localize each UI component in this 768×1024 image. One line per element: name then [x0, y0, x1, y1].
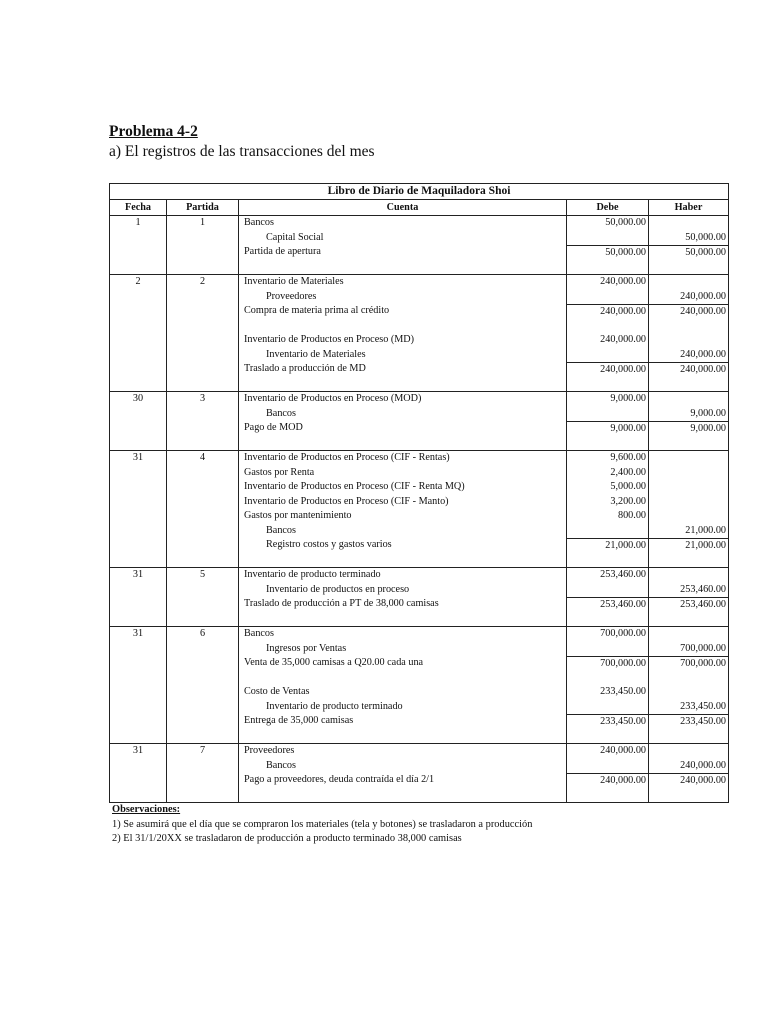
debit-amount: [567, 642, 649, 657]
credit-amount: [649, 392, 728, 407]
account-name: Entrega de 35,000 camisas: [239, 714, 567, 729]
account-name: Pago de MOD: [239, 421, 567, 436]
account-name: Gastos por Renta: [239, 466, 567, 481]
credit-amount: [649, 275, 728, 290]
credit-amount: 240,000.00: [649, 304, 728, 319]
entry-line: [239, 392, 728, 407]
account-name: Inventario de Productos en Proceso (CIF - Rentas): [239, 451, 567, 466]
account-name: Bancos: [239, 627, 567, 642]
credit-amount: 21,000.00: [685, 524, 726, 536]
entry-total-line: [239, 538, 728, 553]
account-name: Bancos: [239, 216, 567, 231]
debit-amount: [567, 700, 649, 715]
credit-amount: [649, 451, 728, 466]
account-name: Capital Social: [239, 231, 567, 246]
spacer-line: [239, 260, 728, 275]
account-name: Traslado a producción de MD: [239, 362, 567, 377]
entry-total-line: [239, 362, 728, 377]
entry-line: [239, 583, 728, 598]
journal-entry: [110, 275, 728, 392]
credit-amount: 240,000.00: [680, 290, 726, 302]
journal-entry: [110, 392, 728, 451]
debit-amount: 50,000.00: [567, 216, 649, 231]
entry-line: [239, 290, 728, 305]
account-name: Compra de materia prima al crédito: [239, 304, 567, 319]
entry-partida: 1: [167, 216, 239, 274]
entry-line: [239, 642, 728, 657]
entry-total-line: [239, 597, 728, 612]
spacer-line: [239, 788, 728, 803]
entry-lines: [239, 568, 728, 626]
debit-amount: 240,000.00: [567, 333, 649, 348]
spacer-line: [239, 671, 728, 686]
table-caption: Libro de Diario de Maquiladora Shoi: [110, 184, 728, 200]
debit-amount: [567, 231, 649, 246]
debit-amount: [567, 348, 649, 363]
entry-partida: 6: [167, 627, 239, 743]
header-cuenta: Cuenta: [239, 200, 567, 215]
debit-amount: 240,000.00: [567, 275, 649, 290]
credit-amount: [649, 466, 728, 481]
entry-line: [239, 524, 728, 539]
entry-partida: 2: [167, 275, 239, 391]
account-name: Inventario de Productos en Proceso (CIF - Renta MQ): [239, 480, 567, 495]
header-fecha: Fecha: [110, 200, 167, 215]
debit-amount: [567, 407, 649, 422]
entry-total-line: [239, 714, 728, 729]
credit-amount: [649, 509, 728, 524]
entry-lines: [239, 627, 728, 743]
entry-partida: 3: [167, 392, 239, 450]
credit-amount: 240,000.00: [649, 773, 728, 788]
spacer-line: [239, 553, 728, 568]
account-name: Inventario de producto terminado: [239, 568, 567, 583]
account-name: Registro costos y gastos varios: [239, 538, 567, 553]
credit-amount: [649, 480, 728, 495]
credit-amount: 50,000.00: [685, 231, 726, 243]
account-name: Inventario de producto terminado: [239, 700, 567, 715]
entry-line: [239, 700, 728, 715]
account-name: Venta de 35,000 camisas a Q20.00 cada una: [239, 656, 567, 671]
credit-amount: 700,000.00: [649, 656, 728, 671]
observation-item: 1) Se asumirá que el día que se compraron los materiales (tela y botones) se trasladaron a producción: [112, 818, 533, 830]
entry-line: [239, 627, 728, 642]
debit-amount: 253,460.00: [567, 568, 649, 583]
entry-lines: [239, 744, 728, 802]
debit-amount: [567, 583, 649, 598]
account-name: Inventario de productos en proceso: [239, 583, 567, 598]
entry-line: [239, 495, 728, 510]
entry-line: [239, 216, 728, 231]
debit-amount: 700,000.00: [567, 627, 649, 642]
entry-line: [239, 509, 728, 524]
debit-amount: [567, 759, 649, 774]
debit-amount: [567, 524, 649, 539]
credit-amount: [649, 627, 728, 642]
account-name: Inventario de Materiales: [239, 275, 567, 290]
journal-entry: [110, 451, 728, 568]
entry-fecha: 30: [110, 392, 167, 450]
debit-amount: 253,460.00: [567, 597, 649, 612]
account-name: Gastos por mantenimiento: [239, 509, 567, 524]
entry-line: [239, 231, 728, 246]
debit-amount: 9,000.00: [567, 421, 649, 436]
entry-fecha: 31: [110, 451, 167, 567]
account-name: Proveedores: [239, 744, 567, 759]
entry-lines: [239, 216, 728, 274]
spacer-line: [239, 436, 728, 451]
credit-amount: 700,000.00: [680, 642, 726, 654]
credit-amount: 233,450.00: [649, 714, 728, 729]
entry-line: [239, 685, 728, 700]
entry-fecha: 2: [110, 275, 167, 391]
spacer-line: [239, 612, 728, 627]
entry-line: [239, 348, 728, 363]
spacer-line: [239, 319, 728, 334]
journal-entry: [110, 568, 728, 627]
entry-line: [239, 451, 728, 466]
credit-amount: [649, 333, 728, 348]
observation-item: 2) El 31/1/20XX se trasladaron de producción a producto terminado 38,000 camisas: [112, 833, 462, 844]
observations-title: Observaciones:: [112, 804, 181, 815]
entry-line: [239, 466, 728, 481]
debit-amount: 233,450.00: [567, 714, 649, 729]
account-name: Pago a proveedores, deuda contraída el día 2/1: [239, 773, 567, 788]
entry-line: [239, 568, 728, 583]
debit-amount: 3,200.00: [567, 495, 649, 510]
entry-fecha: 31: [110, 568, 167, 626]
entry-line: [239, 407, 728, 422]
journal-entry: [110, 216, 728, 275]
entry-lines: [239, 451, 728, 567]
account-name: Inventario de Productos en Proceso (MOD): [239, 392, 567, 407]
debit-amount: 700,000.00: [567, 656, 649, 671]
journal-entry: [110, 627, 728, 744]
entry-total-line: [239, 245, 728, 260]
account-name: Proveedores: [239, 290, 567, 305]
debit-amount: 5,000.00: [567, 480, 649, 495]
entry-total-line: [239, 304, 728, 319]
entry-fecha: 31: [110, 744, 167, 802]
entry-fecha: 31: [110, 627, 167, 743]
debit-amount: 2,400.00: [567, 466, 649, 481]
debit-amount: 240,000.00: [567, 773, 649, 788]
table-header-row: [110, 200, 728, 216]
entry-lines: [239, 392, 728, 450]
credit-amount: [649, 216, 728, 231]
debit-amount: 233,450.00: [567, 685, 649, 700]
account-name: Partida de apertura: [239, 245, 567, 260]
debit-amount: 50,000.00: [567, 245, 649, 260]
account-name: Inventario de Materiales: [239, 348, 567, 363]
journal-entries: [110, 216, 728, 802]
entry-line: [239, 333, 728, 348]
debit-amount: 240,000.00: [567, 744, 649, 759]
debit-amount: 800.00: [567, 509, 649, 524]
header-haber: Haber: [674, 202, 703, 213]
entry-line: [239, 759, 728, 774]
account-name: Inventario de Productos en Proceso (CIF - Manto): [239, 495, 567, 510]
credit-amount: 253,460.00: [649, 597, 728, 612]
credit-amount: [649, 744, 728, 759]
credit-amount: 253,460.00: [680, 583, 726, 595]
account-name: Traslado de producción a PT de 38,000 camisas: [239, 597, 567, 612]
account-name: Ingresos por Ventas: [239, 642, 567, 657]
credit-amount: 233,450.00: [680, 700, 726, 712]
entry-lines: [239, 275, 728, 391]
credit-amount: 240,000.00: [680, 348, 726, 360]
header-debe: Debe: [567, 200, 649, 215]
credit-amount: 240,000.00: [649, 362, 728, 377]
account-name: Bancos: [239, 524, 567, 539]
debit-amount: 21,000.00: [567, 538, 649, 553]
entry-total-line: [239, 421, 728, 436]
entry-partida: 7: [167, 744, 239, 802]
credit-amount: 240,000.00: [680, 759, 726, 771]
debit-amount: [567, 290, 649, 305]
entry-partida: 5: [167, 568, 239, 626]
debit-amount: 9,600.00: [567, 451, 649, 466]
credit-amount: [649, 568, 728, 583]
page-title: Problema 4-2: [109, 123, 198, 140]
account-name: Bancos: [239, 407, 567, 422]
observations: [112, 803, 532, 847]
spacer-line: [239, 377, 728, 392]
entry-line: [239, 480, 728, 495]
debit-amount: 240,000.00: [567, 362, 649, 377]
credit-amount: [649, 495, 728, 510]
account-name: Bancos: [239, 759, 567, 774]
entry-line: [239, 744, 728, 759]
credit-amount: [649, 685, 728, 700]
entry-fecha: 1: [110, 216, 167, 274]
journal-table: [109, 183, 729, 803]
account-name: Costo de Ventas: [239, 685, 567, 700]
entry-total-line: [239, 656, 728, 671]
page-subtitle: a) El registros de las transacciones del mes: [109, 143, 375, 160]
credit-amount: 9,000.00: [690, 407, 726, 419]
account-name: Inventario de Productos en Proceso (MD): [239, 333, 567, 348]
credit-amount: 50,000.00: [649, 245, 728, 260]
credit-amount: 21,000.00: [649, 538, 728, 553]
debit-amount: 9,000.00: [567, 392, 649, 407]
debit-amount: 240,000.00: [567, 304, 649, 319]
entry-partida: 4: [167, 451, 239, 567]
entry-total-line: [239, 773, 728, 788]
credit-amount: 9,000.00: [649, 421, 728, 436]
journal-entry: [110, 744, 728, 802]
spacer-line: [239, 729, 728, 744]
entry-line: [239, 275, 728, 290]
header-partida: Partida: [167, 200, 239, 215]
